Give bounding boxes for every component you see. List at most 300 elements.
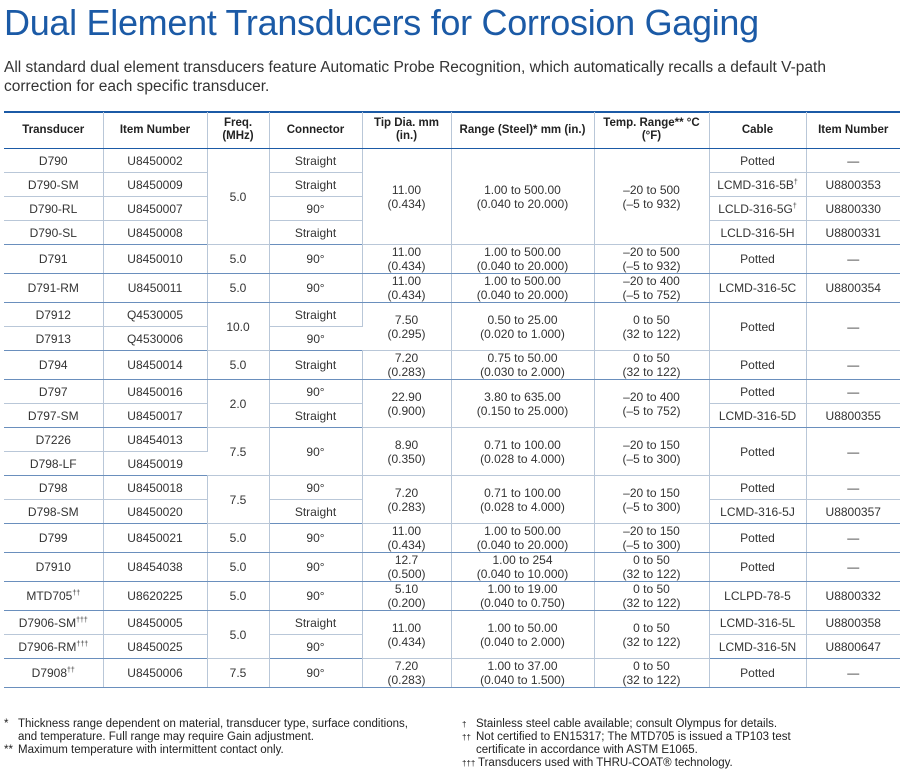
transducer-name: D790-RL: [29, 201, 78, 216]
cell-name: [4, 351, 103, 380]
cell-tip: [362, 476, 451, 524]
cell-range: [451, 553, 594, 582]
item-value: U8450018: [127, 480, 183, 495]
header-cable-item-number: Item Number: [806, 112, 900, 149]
tip-inch-value: (0.200): [387, 596, 426, 610]
cell-range: [451, 476, 594, 524]
cell-tip: [362, 524, 451, 553]
cell-item: [103, 274, 207, 303]
footnote: [4, 718, 444, 744]
footnote-mark: ††: [72, 590, 81, 597]
footnote-mark: †††: [76, 640, 89, 648]
cell-temp: [594, 659, 709, 688]
item-value: U8450021: [127, 531, 183, 545]
range-inch-value: (0.028 to 4.000): [480, 499, 565, 514]
cell-item: [103, 553, 207, 582]
cell-freq: [207, 149, 269, 245]
cell-range: [451, 274, 594, 303]
cell-temp: [594, 611, 709, 659]
transducer-name: D797: [38, 384, 68, 399]
cable-name: LCMD-316-5N: [718, 639, 797, 654]
cable-item-value: U8800331: [825, 225, 881, 240]
transducer-name: D798-SM: [27, 504, 79, 519]
cell-item: [103, 327, 207, 351]
cell-name: [4, 303, 103, 327]
cell-cable-item: [806, 500, 900, 524]
temp-mm-value: –20 to 500: [623, 182, 680, 197]
cell-connector: [269, 659, 362, 688]
cell-range: [451, 524, 594, 553]
cell-cable: [709, 404, 806, 428]
cell-temp: [594, 582, 709, 611]
footnote-line: Not certified to EN15317; The MTD705 is issued a TP103 test: [476, 731, 791, 743]
connector-value: 90°: [306, 384, 325, 399]
connector-value: 90°: [306, 639, 325, 654]
cell-cable-item: [806, 221, 900, 245]
range-mm-value: 1.00 to 254: [492, 553, 553, 567]
range-mm-value: 1.00 to 500.00: [484, 182, 561, 197]
cell-name: [4, 553, 103, 582]
item-value: U8450010: [127, 252, 183, 266]
cell-freq: [207, 524, 269, 553]
cell-cable: [709, 221, 806, 245]
temp-mm-value: –20 to 150: [623, 524, 680, 538]
cell-connector: [269, 428, 362, 476]
cell-item: [103, 197, 207, 221]
cell-item: [103, 428, 207, 452]
cell-connector: [269, 173, 362, 197]
cable-item-value: —: [847, 153, 860, 168]
temp-mm-value: –20 to 500: [623, 245, 680, 259]
cell-item: [103, 524, 207, 553]
header-connector: Connector: [269, 112, 362, 149]
tip-mm-value: 7.20: [394, 351, 419, 365]
cable-item-value: U8800330: [825, 201, 881, 216]
transducer-name: D7906-SM: [18, 615, 77, 630]
item-value: U8450016: [127, 384, 183, 399]
transducer-name: D791: [38, 252, 68, 266]
connector-value: 90°: [306, 531, 325, 545]
connector-value: Straight: [294, 358, 337, 372]
intro-text: All standard dual element transducers feature Automatic Probe Recognition, which automatically recalls a default V-path correction for each specific transducer.: [4, 59, 826, 95]
cable-name: LCMD-316-5L: [719, 615, 796, 630]
cell-freq: [207, 553, 269, 582]
footnote: [462, 757, 892, 770]
cell-freq: [207, 351, 269, 380]
tip-mm-value: 7.20: [394, 659, 419, 673]
footnote-mark: **: [4, 744, 13, 756]
table-body: [4, 149, 900, 688]
freq-value: 5.0: [229, 627, 247, 642]
footnote-line: Transducers used with THRU-COAT® technology.: [478, 757, 733, 769]
cell-range: [451, 659, 594, 688]
connector-value: 90°: [306, 201, 325, 216]
cell-item: [103, 404, 207, 428]
item-value: Q4530006: [126, 331, 184, 346]
freq-value: 7.5: [229, 444, 247, 459]
cable-item-value: U8800358: [825, 615, 881, 630]
header-transducer: Transducer: [4, 112, 103, 149]
transducer-name: D790: [38, 153, 68, 168]
footnote-mark: †††: [76, 616, 88, 624]
temp-mm-value: 0 to 50: [633, 659, 670, 673]
transducer-name: D7910: [35, 560, 71, 574]
cell-name: [4, 245, 103, 274]
cable-item-value: U8800332: [825, 589, 881, 603]
temp-mm-value: 0 to 50: [633, 582, 670, 596]
cell-item: [103, 245, 207, 274]
transducer-name: D798-LF: [29, 456, 77, 471]
cable-name: LCMD-316-5C: [718, 281, 797, 295]
footnote-text: [18, 744, 284, 757]
cable-name: Potted: [740, 480, 775, 495]
cell-name: [4, 173, 103, 197]
tip-mm-value: 11.00: [391, 245, 422, 259]
footnote-line: Stainless steel cable available; consult Olympus for details.: [476, 718, 778, 730]
cell-range: [451, 582, 594, 611]
cable-name: LCLD-316-5G: [718, 201, 793, 216]
tip-inch-value: (0.500): [387, 567, 426, 581]
cell-item: [103, 351, 207, 380]
footnote: [462, 718, 892, 731]
footnote: [462, 731, 892, 757]
cell-cable-item: [806, 582, 900, 611]
cable-name: LCLD-316-5H: [720, 225, 795, 240]
cell-cable: [709, 380, 806, 404]
range-inch-value: (0.020 to 1.000): [480, 326, 565, 341]
cell-tip: [362, 351, 451, 380]
range-mm-value: 1.00 to 500.00: [484, 524, 561, 538]
cell-cable: [709, 428, 806, 476]
cell-connector: [269, 500, 362, 524]
item-value: U8450008: [127, 225, 183, 240]
cable-item-value: U8800357: [825, 504, 881, 519]
cell-tip: [362, 582, 451, 611]
cable-item-value: —: [847, 480, 860, 495]
header-cable: Cable: [709, 112, 806, 149]
header-tip-dia: Tip Dia. mm (in.): [362, 112, 451, 149]
temp-inch-value: (32 to 122): [622, 326, 681, 341]
freq-value: 5.0: [229, 189, 247, 204]
tip-mm-value: 7.20: [394, 485, 419, 500]
cell-item: [103, 303, 207, 327]
range-mm-value: 1.00 to 37.00: [487, 659, 558, 673]
cell-cable-item: [806, 351, 900, 380]
temp-inch-value: (–5 to 300): [622, 538, 681, 552]
cell-tip: [362, 428, 451, 476]
cell-cable: [709, 553, 806, 582]
tip-inch-value: (0.900): [387, 403, 426, 418]
tip-inch-value: (0.283): [387, 365, 426, 379]
cell-cable-item: [806, 245, 900, 274]
footnote-mark: †: [792, 202, 797, 210]
footnotes-left: [4, 718, 444, 757]
table-row: [4, 149, 900, 173]
cell-cable-item: [806, 274, 900, 303]
cable-name: Potted: [740, 560, 775, 574]
cell-cable: [709, 611, 806, 635]
cell-cable-item: [806, 524, 900, 553]
footnote-mark: †††: [462, 759, 476, 768]
freq-value: 10.0: [226, 319, 250, 334]
cable-name: Potted: [740, 531, 775, 545]
cell-range: [451, 245, 594, 274]
temp-inch-value: (32 to 122): [622, 673, 681, 687]
cell-item: [103, 611, 207, 635]
cell-cable-item: [806, 173, 900, 197]
connector-value: 90°: [306, 444, 325, 459]
temp-inch-value: (32 to 122): [622, 567, 681, 581]
cell-range: [451, 428, 594, 476]
range-inch-value: (0.040 to 20.000): [476, 259, 569, 273]
cell-name: [4, 476, 103, 500]
freq-value: 5.0: [229, 252, 247, 266]
cell-freq: [207, 380, 269, 428]
connector-value: Straight: [294, 307, 337, 322]
footnote-text: [476, 718, 777, 731]
connector-value: Straight: [294, 153, 337, 168]
item-value: U8450009: [127, 177, 183, 192]
connector-value: Straight: [294, 615, 337, 630]
connector-value: 90°: [306, 331, 325, 346]
footnote-mark: †: [462, 720, 467, 729]
transducer-name: D797-SM: [27, 408, 79, 423]
item-value: U8450020: [127, 504, 183, 519]
range-mm-value: 1.00 to 500.00: [484, 245, 561, 259]
transducer-name: D790-SL: [29, 225, 77, 240]
cell-name: [4, 428, 103, 452]
transducer-name: D7912: [35, 307, 71, 322]
tip-mm-value: 22.90: [391, 389, 422, 404]
footnote-line: certificate in accordance with ASTM E1065.: [476, 744, 698, 756]
page-title: Dual Element Transducers for Corrosion Gaging: [4, 2, 759, 43]
cell-range: [451, 149, 594, 245]
cell-connector: [269, 351, 362, 380]
tip-inch-value: (0.434): [387, 634, 426, 649]
table-row: [4, 611, 900, 635]
cell-name: [4, 500, 103, 524]
footnote: [4, 744, 444, 757]
cable-item-value: U8800355: [825, 408, 881, 423]
cell-cable: [709, 582, 806, 611]
temp-inch-value: (–5 to 932): [622, 259, 681, 273]
cell-connector: [269, 380, 362, 404]
cable-item-value: U8800647: [825, 639, 881, 654]
cell-name: [4, 452, 103, 476]
tip-inch-value: (0.283): [387, 499, 426, 514]
cell-item: [103, 635, 207, 659]
temp-inch-value: (–5 to 300): [622, 451, 681, 466]
cable-name: LCMD-316-5J: [720, 504, 795, 519]
cell-tip: [362, 274, 451, 303]
cell-connector: [269, 245, 362, 274]
cell-freq: [207, 428, 269, 476]
item-value: U8450017: [127, 408, 183, 423]
tip-inch-value: (0.295): [387, 326, 426, 341]
tip-inch-value: (0.434): [387, 196, 426, 211]
temp-mm-value: –20 to 150: [623, 485, 680, 500]
connector-value: Straight: [294, 177, 337, 192]
cell-name: [4, 611, 103, 635]
header-row: [4, 112, 900, 149]
cable-value: Potted: [740, 444, 775, 459]
cell-cable: [709, 351, 806, 380]
cell-tip: [362, 659, 451, 688]
connector-value: 90°: [306, 666, 325, 680]
cell-cable: [709, 635, 806, 659]
cable-name: Potted: [740, 666, 775, 680]
cell-temp: [594, 303, 709, 351]
cell-temp: [594, 380, 709, 428]
cell-name: [4, 221, 103, 245]
cable-name: Potted: [740, 252, 775, 266]
item-value: U8454013: [127, 432, 183, 447]
temp-inch-value: (32 to 122): [622, 596, 681, 610]
temp-mm-value: 0 to 50: [633, 312, 670, 327]
cell-item: [103, 582, 207, 611]
cell-tip: [362, 245, 451, 274]
range-inch-value: (0.150 to 25.000): [476, 403, 569, 418]
footnote-mark: †: [793, 178, 798, 186]
connector-value: Straight: [294, 504, 337, 519]
cell-freq: [207, 611, 269, 659]
cable-item-value: —: [847, 358, 860, 372]
cable-name: Potted: [740, 384, 775, 399]
cell-temp: [594, 553, 709, 582]
cell-freq: [207, 582, 269, 611]
cell-connector: [269, 404, 362, 428]
cell-connector: [269, 327, 362, 351]
transducer-table: [4, 112, 900, 688]
cell-connector: [269, 149, 362, 173]
range-mm-value: 0.50 to 25.00: [487, 312, 558, 327]
tip-inch-value: (0.283): [387, 673, 426, 687]
temp-mm-value: –20 to 150: [623, 437, 680, 452]
cell-item: [103, 452, 207, 476]
item-value: U8450014: [127, 358, 183, 372]
connector-value: 90°: [306, 281, 325, 295]
cell-name: [4, 635, 103, 659]
cable-item-value: —: [847, 560, 860, 574]
cell-cable-item: [806, 303, 900, 351]
cell-cable-item: [806, 197, 900, 221]
cell-cable-item: [806, 428, 900, 476]
cell-name: [4, 524, 103, 553]
temp-inch-value: (–5 to 752): [622, 288, 681, 302]
cell-freq: [207, 303, 269, 351]
transducer-name: D799: [38, 531, 68, 545]
cell-cable: [709, 659, 806, 688]
footnote-mark: ††: [462, 733, 471, 742]
table-row: [4, 274, 900, 303]
item-value: U8454038: [127, 560, 183, 574]
tip-mm-value: 8.90: [394, 437, 419, 452]
cell-range: [451, 303, 594, 351]
transducer-name: D791-RM: [27, 281, 79, 295]
range-mm-value: 1.00 to 19.00: [487, 582, 558, 596]
footnote-line: and temperature. Full range may require Gain adjustment.: [18, 731, 314, 743]
footnotes-right: [462, 718, 892, 770]
cell-connector: [269, 582, 362, 611]
cell-connector: [269, 553, 362, 582]
cell-connector: [269, 635, 362, 659]
cell-cable-item: [806, 404, 900, 428]
transducer-name: D7906-RM: [18, 639, 77, 654]
temp-inch-value: (–5 to 300): [622, 499, 681, 514]
temp-inch-value: (32 to 122): [622, 365, 681, 379]
cell-connector: [269, 476, 362, 500]
cell-connector: [269, 274, 362, 303]
cell-freq: [207, 274, 269, 303]
cell-name: [4, 274, 103, 303]
connector-value: 90°: [306, 589, 325, 603]
range-inch-value: (0.040 to 20.000): [476, 196, 569, 211]
header-item-number: Item Number: [103, 112, 207, 149]
cell-connector: [269, 221, 362, 245]
item-value: U8620225: [127, 589, 183, 603]
cell-tip: [362, 149, 451, 245]
header-temp-range: Temp. Range** °C (°F): [594, 112, 709, 149]
temp-mm-value: –20 to 400: [623, 389, 680, 404]
cable-value: Potted: [740, 319, 775, 334]
table-row: [4, 582, 900, 611]
cable-item-value: —: [847, 252, 860, 266]
cell-temp: [594, 274, 709, 303]
cell-cable: [709, 245, 806, 274]
footnote-line: Maximum temperature with intermittent contact only.: [18, 744, 284, 756]
transducer-name: D798: [38, 480, 68, 495]
footnote-text: [478, 757, 733, 770]
range-mm-value: 0.71 to 100.00: [484, 485, 561, 500]
cell-cable-item: [806, 635, 900, 659]
cell-name: [4, 582, 103, 611]
cell-item: [103, 149, 207, 173]
table-row: [4, 380, 900, 404]
table-row: [4, 303, 900, 327]
cell-range: [451, 351, 594, 380]
cell-tip: [362, 553, 451, 582]
item-value: U8450025: [127, 639, 183, 654]
item-value: U8450019: [127, 456, 183, 471]
cell-connector: [269, 524, 362, 553]
cable-name: LCMD-316-5B: [717, 177, 794, 192]
table-row: [4, 553, 900, 582]
tip-mm-value: 5.10: [394, 582, 419, 596]
freq-value: 5.0: [229, 358, 247, 372]
cell-name: [4, 404, 103, 428]
table-row: [4, 351, 900, 380]
tip-mm-value: 11.00: [391, 524, 422, 538]
table-row: [4, 659, 900, 688]
cell-range: [451, 611, 594, 659]
cable-name: Potted: [740, 358, 775, 372]
transducer-name: D7226: [35, 432, 71, 447]
range-inch-value: (0.040 to 0.750): [480, 596, 565, 610]
cell-temp: [594, 245, 709, 274]
cable-item-value: —: [847, 319, 860, 334]
cell-cable-item: [806, 611, 900, 635]
connector-value: 90°: [306, 560, 325, 574]
table-row: [4, 476, 900, 500]
transducer-name: D7908: [31, 666, 68, 680]
item-value: U8450002: [127, 153, 183, 168]
cell-cable-item: [806, 476, 900, 500]
header-range: Range (Steel)* mm (in.): [451, 112, 594, 149]
cell-temp: [594, 524, 709, 553]
cable-item-value: —: [847, 666, 860, 680]
cell-cable: [709, 274, 806, 303]
tip-mm-value: 7.50: [394, 312, 419, 327]
